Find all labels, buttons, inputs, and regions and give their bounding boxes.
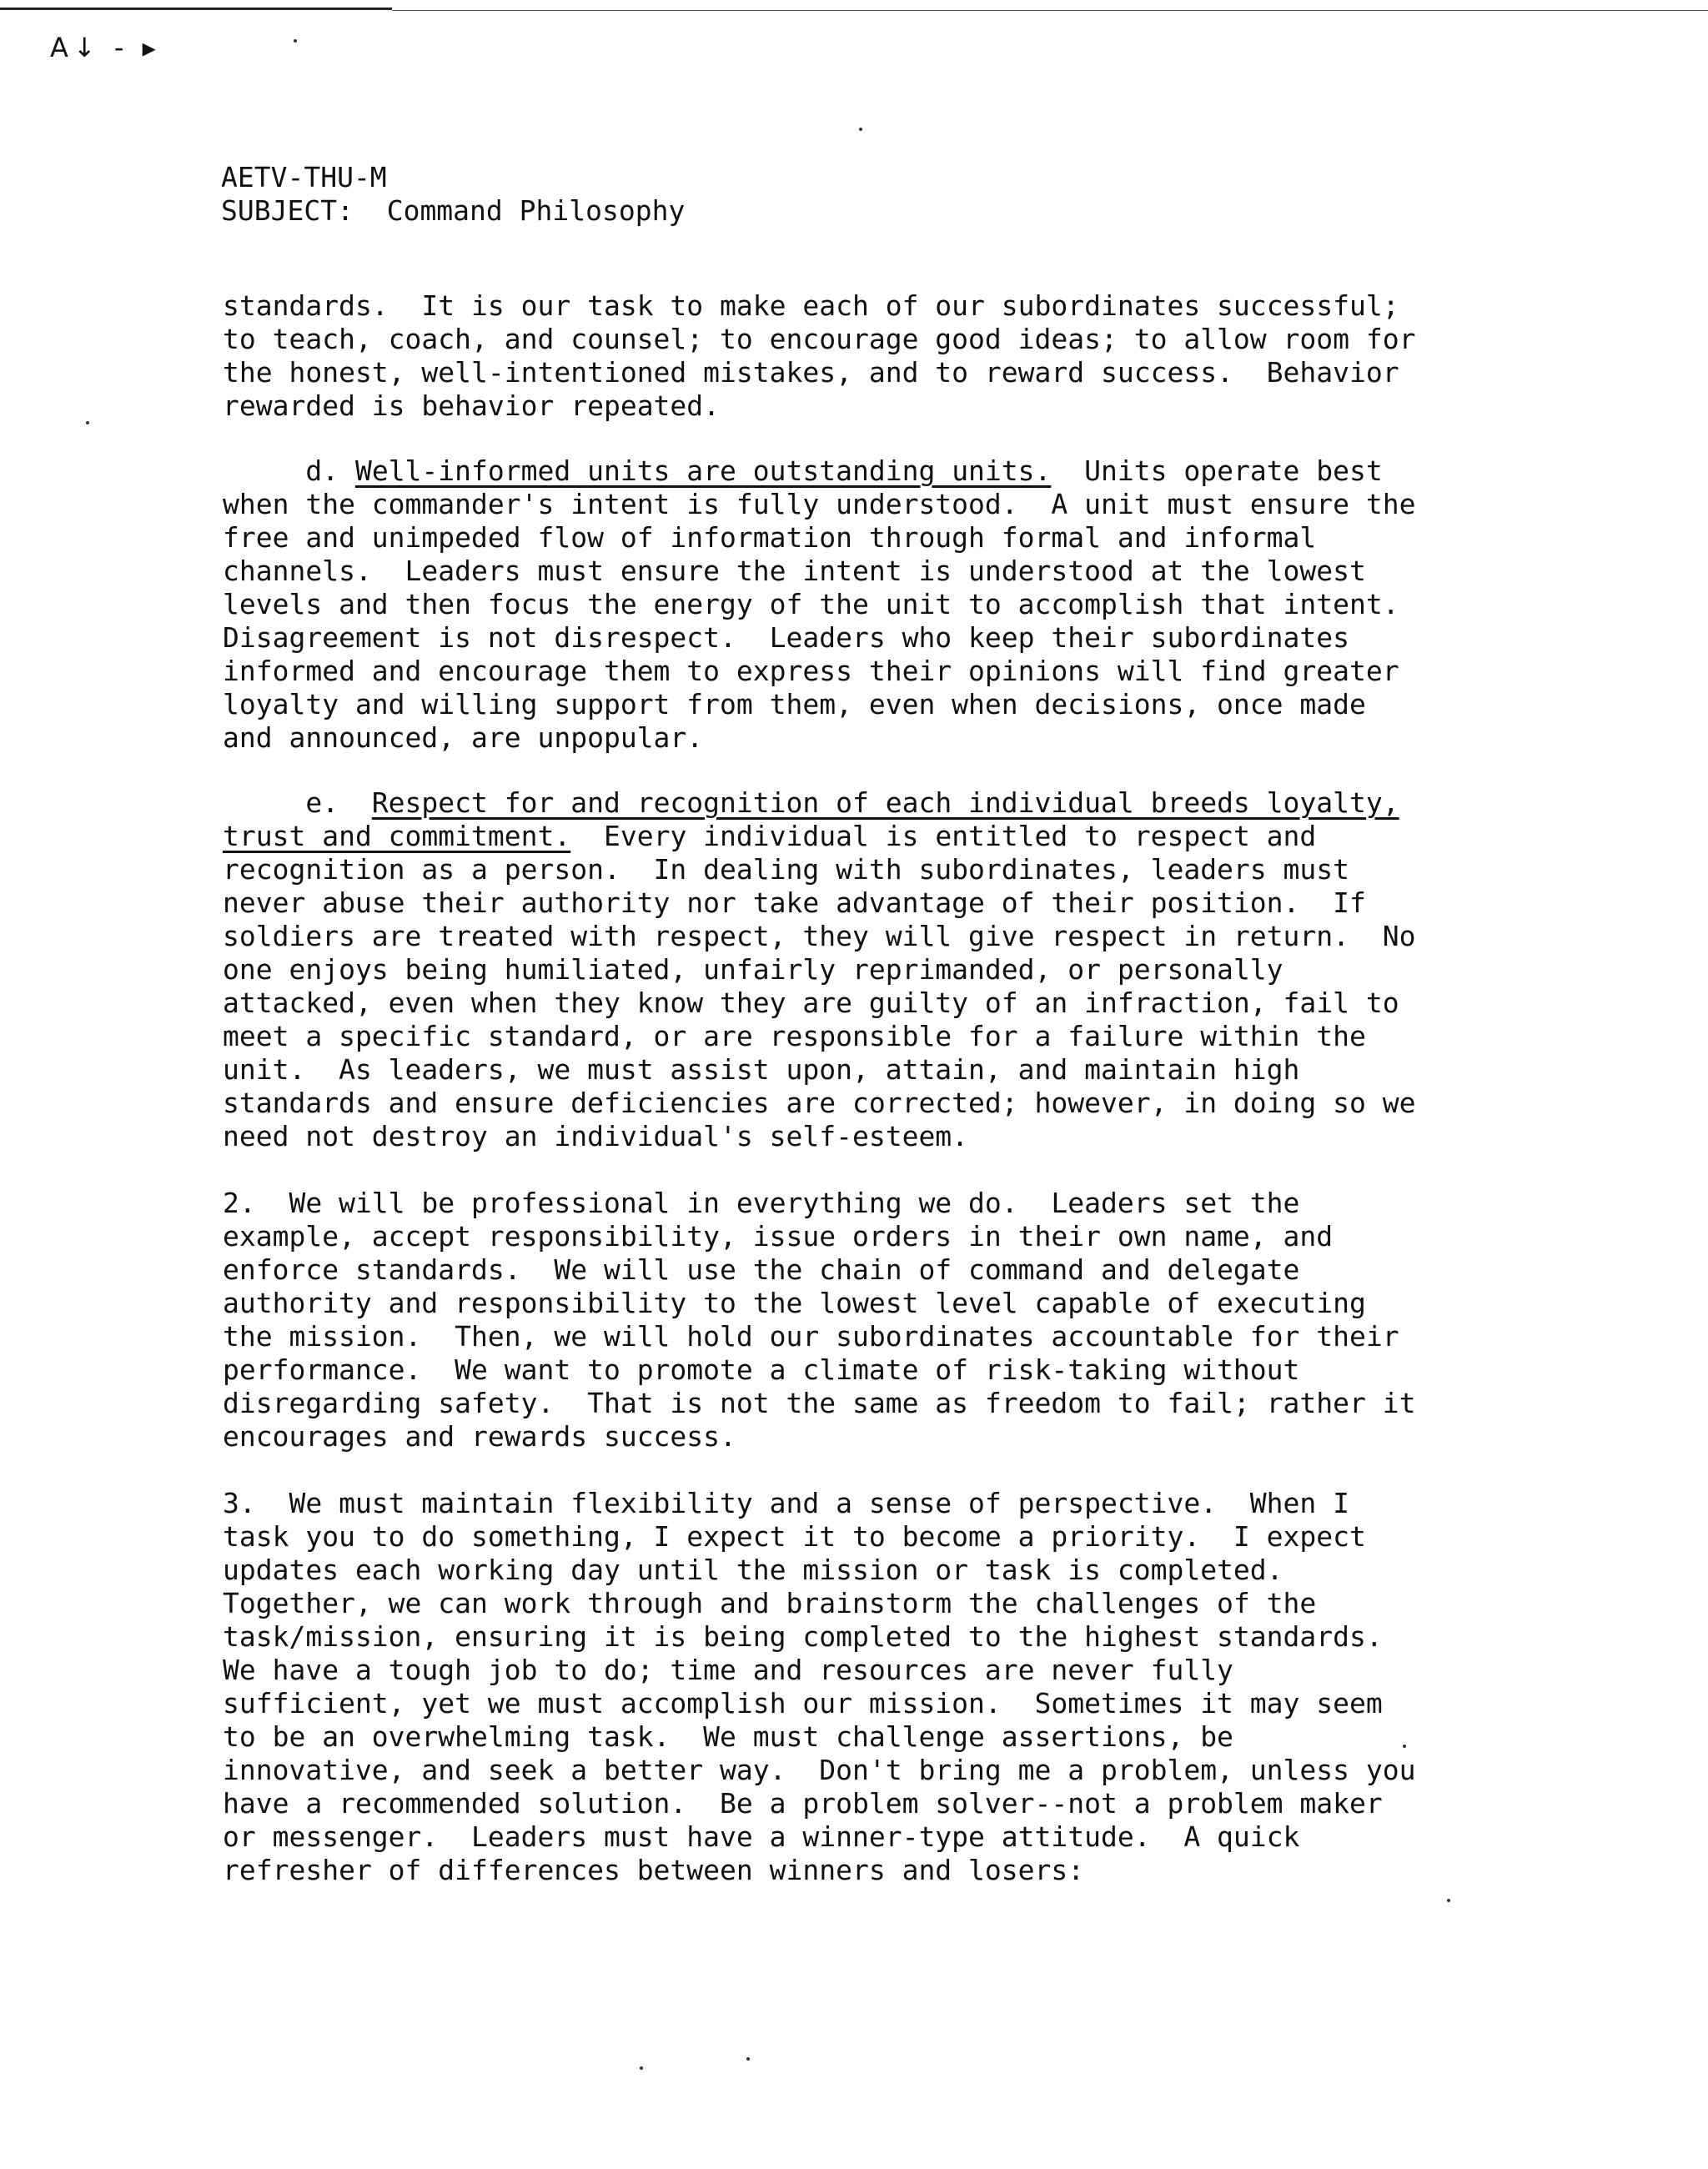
paragraph-d-title: Well-informed units are outstanding units. [354, 454, 1052, 487]
paragraph-d [223, 454, 1474, 755]
scan-speck [640, 2066, 643, 2070]
paragraph-e-title-line1: Respect for and recognition of each individual breeds loyalty, [371, 786, 1399, 819]
scan-speck [859, 128, 862, 131]
paragraph-e-lead: e. [223, 786, 372, 819]
scan-top-rule [0, 8, 392, 10]
office-symbol: AETV-THU-M [221, 161, 387, 193]
subject-label: SUBJECT: [221, 194, 354, 227]
paragraph-e [223, 786, 1474, 1153]
scan-speck [294, 39, 297, 43]
paragraph-e-text: Every individual is entitled to respect and recognition as a person. In dealing with subordinates, leaders must never abuse their authority nor take advantage of their position. If soldiers are treated with respect, they will give respect in return. No one enjoys being humiliated, unfairly reprimanded, or personally attacked, even when they know they are guilty of an infraction, fail to meet a specific standard, or are responsible for a failure within the unit. As leaders, we must assist upon, attain, and maintain high standards and ensure deficiencies are corrected; however, in doing so we need not destroy an individual's self-esteem. [223, 820, 1416, 1152]
paragraph-d-text: Units operate best when the commander's intent is fully understood. A unit must ensure the free and unimpeded flow of information through formal and informal channels. Leaders must ensure the intent is understood at the lowest levels and then focus the energy of the unit to accomplish that intent. Disagreement is not disrespect. Leaders who keep their subordinates informed and encourage them to express their opinions will find greater loyalty and willing support from them, even when decisions, once made and announced, are unpopular. [223, 454, 1416, 754]
scan-speck [746, 2057, 750, 2061]
paragraph-2: 2. We will be professional in everything we do. Leaders set the example, accept responsibility, issue orders in their own name, and enforce standards. We will use the chain of command and delegate authority and responsibility to the lowest level capable of executing the mission. Then, we will hold our subordinates accountable for their performance. We want to promote a climate of risk-taking without disregarding safety. That is not the same as freedom to fail; rather it encourages and rewards success. [223, 1187, 1416, 1453]
scan-mark: A↓ - ▸ [50, 32, 161, 63]
paragraph-continuation: standards. It is our task to make each of our subordinates successful; to teach, coach, and counsel; to encourage good ideas; to allow room for the honest, well-intentioned mistakes, and to reward success. Behavior rewarded is behavior repeated. [223, 289, 1416, 422]
paragraph-d-lead: d. [223, 454, 355, 487]
memo-body [223, 289, 1474, 1887]
scan-speck [1447, 1899, 1450, 1902]
paragraph-e-title-line2: trust and commitment. [223, 820, 571, 852]
paragraph-3: 3. We must maintain flexibility and a sense of perspective. When I task you to do something, I expect it to become a priority. I expect updates each working day until the mission or task is completed. Together, we can work through and brainstorm the challenges of the task/mission, ensuring it is being completed to the highest standards. We have a tough job to do; time and resources are never fully sufficient, yet we must accomplish our mission. Sometimes it may seem to be an overwhelming task. We must challenge assertions, be innovative, and seek a better way. Don't bring me a problem, unless you have a recommended solution. Be a problem solver--not a problem maker or messenger. Leaders must have a winner-type attitude. A quick refresher of differences between winners and losers: [223, 1487, 1416, 1886]
scan-speck [86, 421, 89, 424]
scan-top-rule-thin [392, 10, 1708, 11]
subject-value: Command Philosophy [386, 194, 686, 227]
memo-header [221, 161, 685, 228]
